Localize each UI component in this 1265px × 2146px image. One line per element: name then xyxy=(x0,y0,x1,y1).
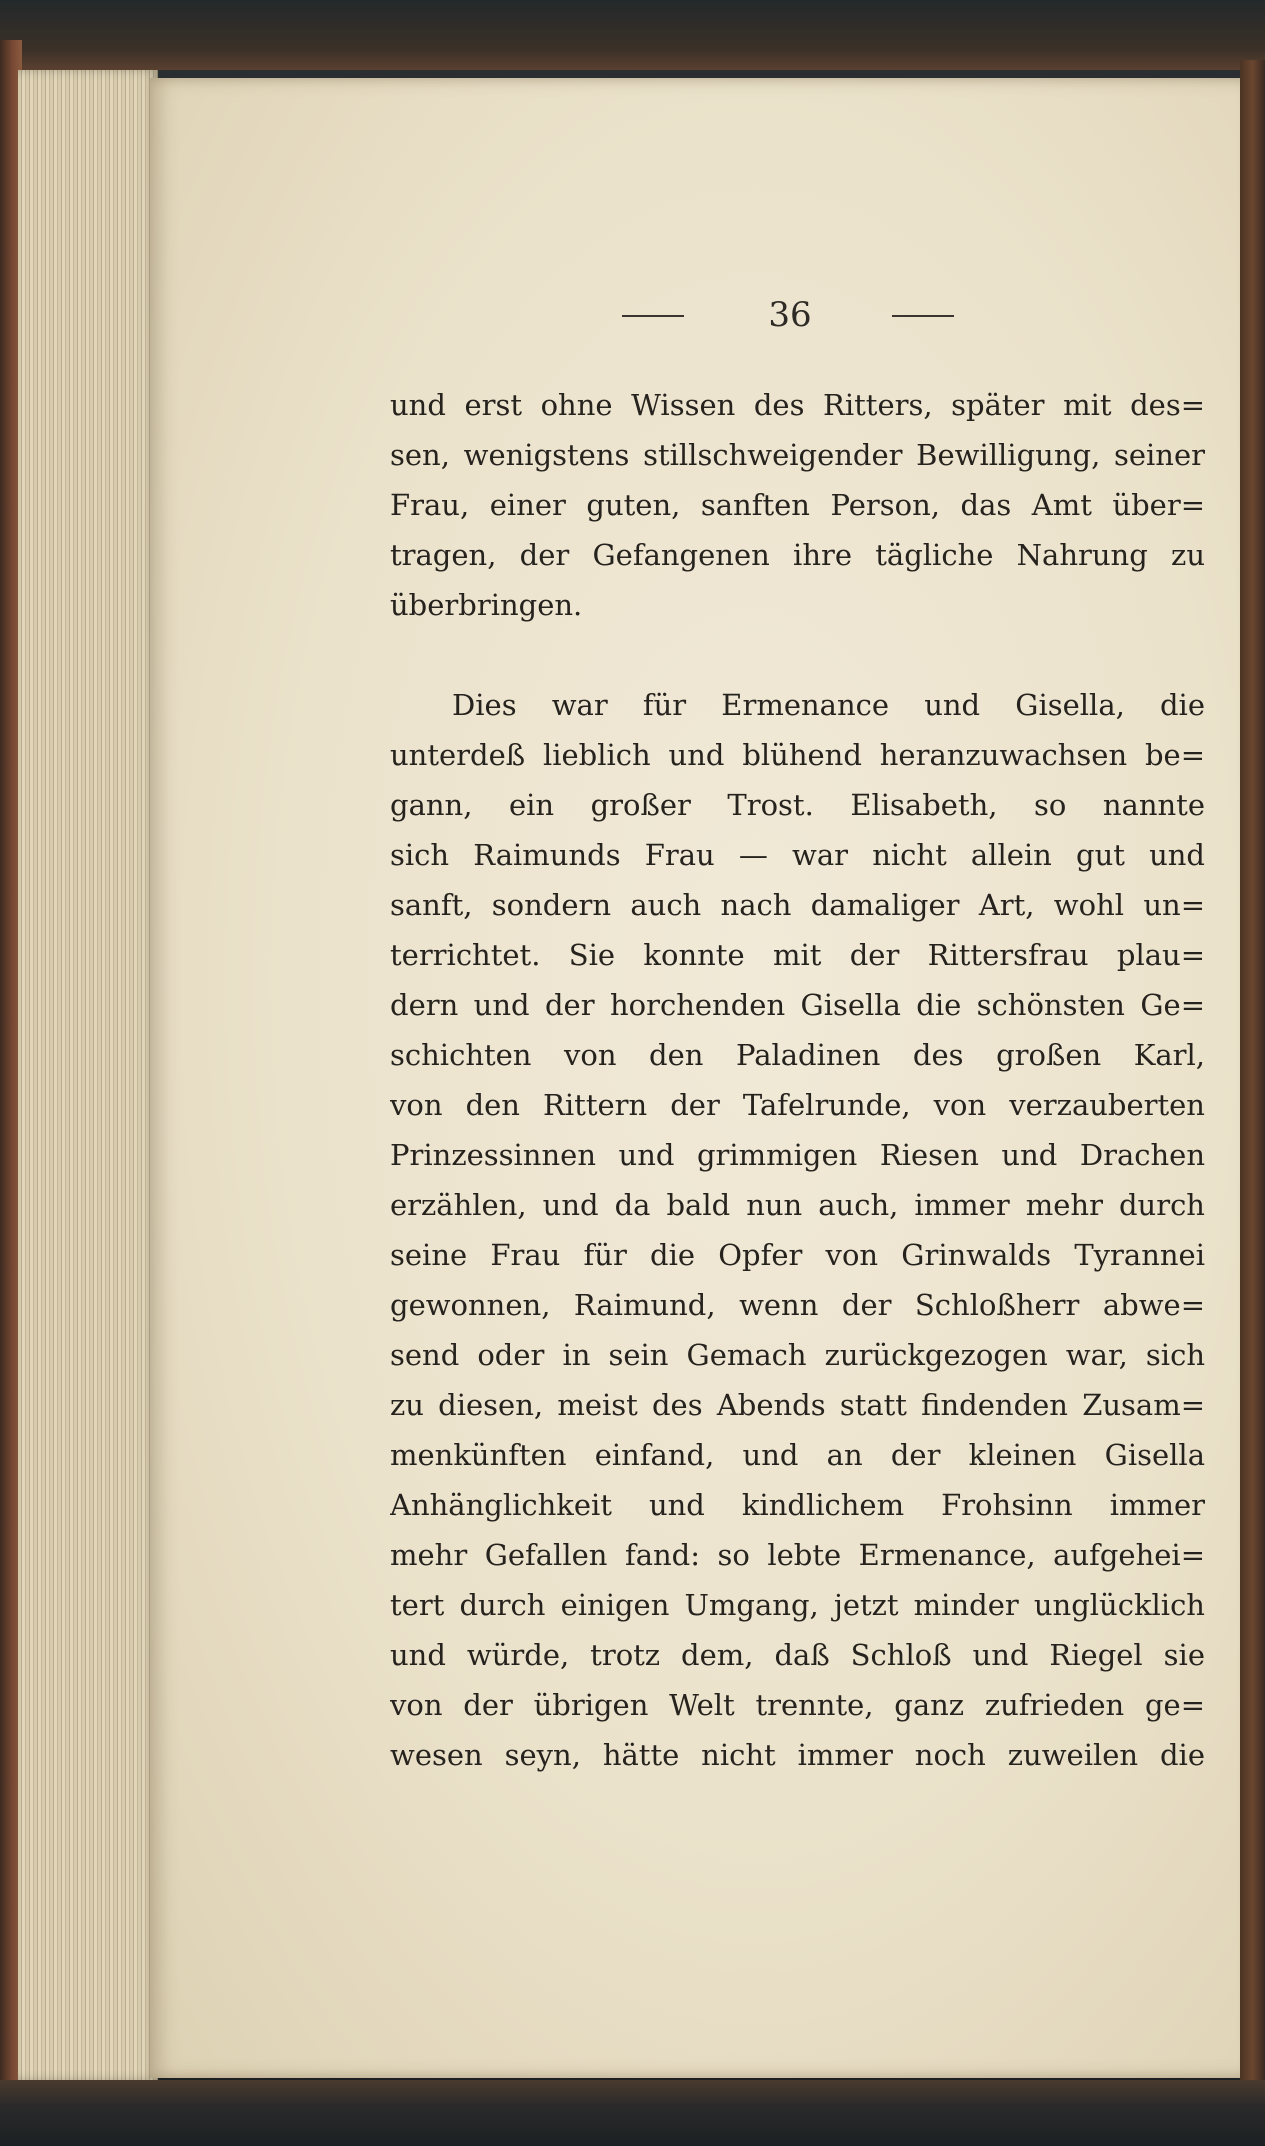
text-line: tert durch einigen Umgang, jetzt minder unglücklich xyxy=(390,1588,1205,1622)
text-line: mehr Gefallen fand: so lebte Ermenance, aufgehei= xyxy=(390,1538,1205,1572)
text-line: schichten von den Paladinen des großen Karl, xyxy=(390,1038,1205,1072)
body-text xyxy=(390,380,1205,1780)
text-line: und würde, trotz dem, daß Schloß und Riegel sie xyxy=(390,1638,1205,1672)
text-line: überbringen. xyxy=(390,588,583,622)
book-cover-top xyxy=(0,0,1265,70)
text-line: Frau, einer guten, sanften Person, das Amt über= xyxy=(390,488,1205,522)
page-number: 36 xyxy=(768,295,812,335)
text-line: zu diesen, meist des Abends statt findenden Zusam= xyxy=(390,1388,1205,1422)
text-line: sich Raimunds Frau — war nicht allein gut und xyxy=(390,838,1205,872)
text-line: send oder in sein Gemach zurückgezogen war, sich xyxy=(390,1338,1205,1372)
page-header xyxy=(0,295,1265,335)
text-line: seine Frau für die Opfer von Grinwalds Tyrannei xyxy=(390,1238,1205,1272)
text-line: tragen, der Gefangenen ihre tägliche Nahrung zu xyxy=(390,538,1205,572)
text-line: erzählen, und da bald nun auch, immer mehr durch xyxy=(390,1188,1205,1222)
text-line: Anhänglichkeit und kindlichem Frohsinn immer xyxy=(390,1488,1205,1522)
page-stack xyxy=(18,70,158,2080)
text-line: gann, ein großer Trost. Elisabeth, so nannte xyxy=(390,788,1205,822)
text-line: und erst ohne Wissen des Ritters, später mit des= xyxy=(390,388,1205,422)
text-line: Prinzessinnen und grimmigen Riesen und Drachen xyxy=(390,1138,1205,1172)
text-line: dern und der horchenden Gisella die schönsten Ge= xyxy=(390,988,1205,1022)
text-line: unterdeß lieblich und blühend heranzuwachsen be= xyxy=(390,738,1205,772)
text-line: von den Rittern der Tafelrunde, von verzauberten xyxy=(390,1088,1205,1122)
header-rule-left xyxy=(622,315,684,317)
text-line: wesen seyn, hätte nicht immer noch zuweilen die xyxy=(390,1738,1205,1772)
text-line: gewonnen, Raimund, wenn der Schloßherr abwe= xyxy=(390,1288,1205,1322)
book-cover-bottom xyxy=(0,2080,1265,2146)
paragraph-gap xyxy=(390,630,1205,680)
text-line: Dies war für Ermenance und Gisella, die xyxy=(452,688,1205,722)
text-line: sen, wenigstens stillschweigender Bewilligung, seiner xyxy=(390,438,1205,472)
text-line: terrichtet. Sie konnte mit der Rittersfrau plau= xyxy=(390,938,1205,972)
header-rule-right xyxy=(892,315,954,317)
book-cover-right xyxy=(1240,60,1265,2090)
text-line: von der übrigen Welt trennte, ganz zufrieden ge= xyxy=(390,1688,1205,1722)
text-line: menkünften einfand, und an der kleinen Gisella xyxy=(390,1438,1205,1472)
text-line: sanft, sondern auch nach damaliger Art, wohl un= xyxy=(390,888,1205,922)
